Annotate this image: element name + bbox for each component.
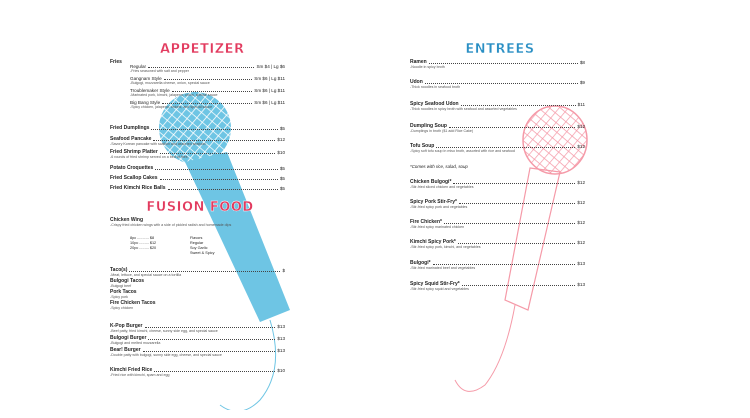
chicken-wing-item: Chicken Wing -Crispy fried chicken wings with a side of pickled radish and homemade dips [110, 217, 232, 227]
menu-item: Dumpling Soup $12 -Dumplings in broth ($1 add Rice Cake) [410, 123, 585, 133]
menu-item: Kimchi Fried Rice $10 -Fried rice with kimchi, spam and egg [110, 367, 285, 377]
menu-item: K-Pop Burger $13 -Beef patty, fried kimchi, cheese, sunny side egg, and special sauce [110, 323, 285, 333]
wing-flavors: Flavors Regular Soy Garlic Sweet & Spicy [190, 236, 215, 255]
fries-item: Big Bang Style Sm $6 | Lg $11 -Spicy chicken, jalapeno, onions, and special sauce [130, 100, 285, 109]
menu-item: Kimchi Spicy Pork* $12 -Stir-fried spicy pork, kimchi, and vegetables [410, 239, 585, 249]
menu-item: Potato Croquettes $5 [110, 165, 285, 171]
menu-item: Bulgogi Burger $13 -Bulgogi and melted mozzarella [110, 335, 285, 345]
fries-item: Regular Sm $4 | Lg $6 -Fries seasoned with salt and pepper [130, 64, 285, 73]
entrees-title: ENTREES [465, 42, 535, 57]
menu-page-right [410, 40, 600, 400]
menu-item: Tofu Soup $12 -Spicy soft tofu soup in miso broth, assorted with rice and seafood [410, 143, 585, 153]
menu-item: Chicken Bulgogi* $12 -Stir-fried sliced chicken and vegetables [410, 179, 585, 189]
menu-page-left [110, 40, 300, 400]
wing-sizes: 8pc ........... $8 10pc ......... $12 20pc ......... $20 [130, 236, 157, 250]
menu-item: Fried Scallop Cakes $5 [110, 175, 285, 181]
fries-item: Troublemaker Style Sm $6 | Lg $11 -Marinated pork, kimchi, jalapeno, onion, special sauce [130, 88, 285, 97]
menu-item: Bear! Burger $13 -Double patty with bulgogi, sunny side egg, cheese, and special sauce [110, 347, 285, 357]
rice-salad-soup-note: *Comes with rice, salad, soup [410, 164, 468, 169]
menu-item: Fire Chicken* $12 -Stir-fried spicy marinated chicken [410, 219, 585, 229]
menu-item: Fire Chicken Tacos -Spicy chicken [110, 300, 156, 310]
menu-item: Udon $9 -Thick noodles in seafood broth [410, 79, 585, 89]
menu-item: Ramen $8 -Noodle in spicy broth [410, 59, 585, 69]
fries-item: Gangnam Style Sm $6 | Lg $11 -Bulgogi, mozzarella cheese, onion, special sauce [130, 76, 285, 85]
menu-item: Spicy Pork Stir-Fry* $12 -Stir-fried spicy pork and vegetables [410, 199, 585, 209]
appetizer-title: APPETIZER [160, 42, 245, 57]
menu-item: Taco(s) $ -Meat, lettuce, and special sauce on a tortilla [110, 267, 285, 277]
menu-item: Bulgogi Tacos -Bulgogi beef [110, 278, 145, 288]
menu-item: Spicy Squid Stir-Fry* $13 -Stir-fried spicy squid and vegetables [410, 281, 585, 291]
fusion-food-title: FUSION FOOD [146, 200, 254, 215]
menu-item: Pork Tacos -Spicy pork [110, 289, 137, 299]
menu-item: Fried Shrimp Platter $10 -6 rounds of fried shrimp served on a bed of fries [110, 149, 285, 159]
menu-item: Fried Dumplings $5 [110, 125, 285, 131]
menu-item: Bulgogi* $13 -Stir-fried marinated beef and vegetables [410, 260, 585, 270]
menu-item: Seafood Pancake $12 -Savory Korean pancake with scallion and assorted seafood [110, 136, 285, 146]
fries-label: Fries [110, 59, 122, 65]
menu-item: Spicy Seafood Udon $11 -Thick noodles in spicy broth with seafood and assorted vegetables [410, 101, 585, 111]
menu-item: Fried Kimchi Rice Balls $5 [110, 185, 285, 191]
